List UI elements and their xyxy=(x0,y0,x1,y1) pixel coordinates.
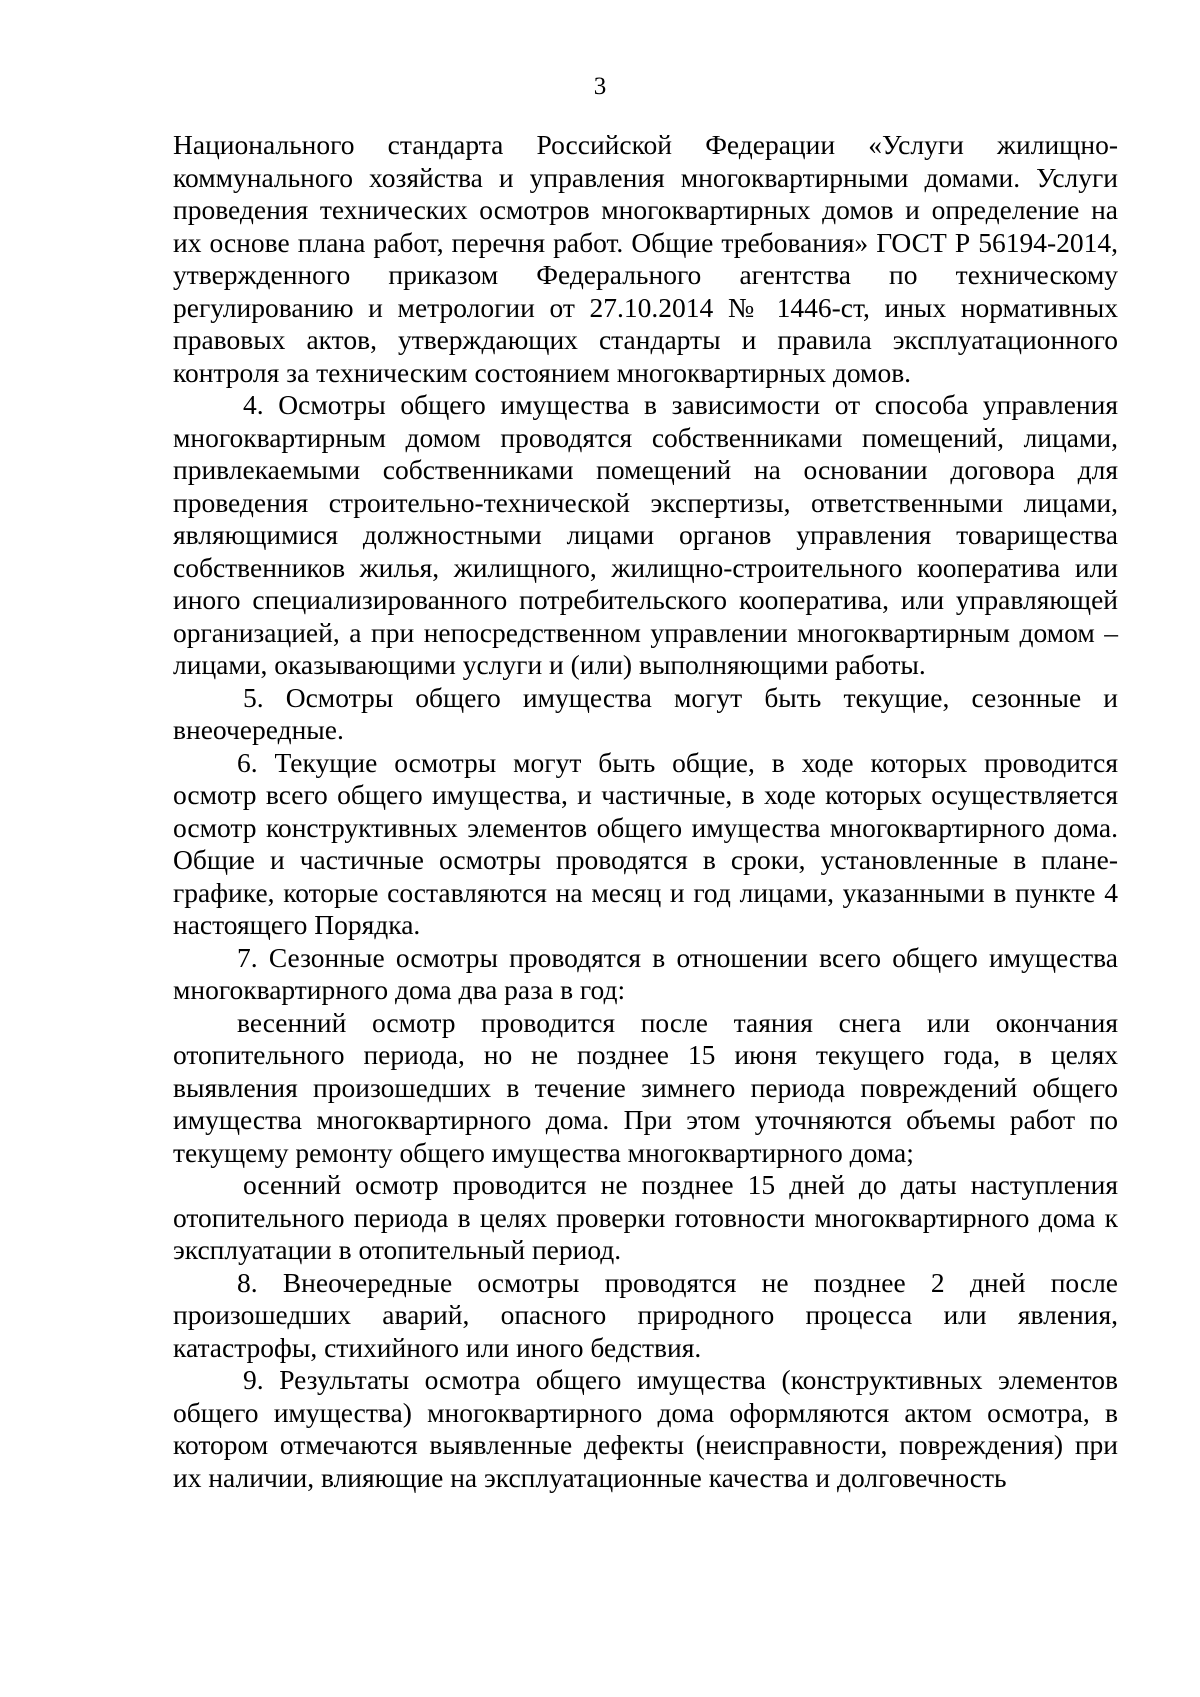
paragraph-spring-inspection: весенний осмотр проводится после таяния снега или окончания отопительного периода, но не позднее 15 июня текущего года, в целях выявления произошедших в течение зимнего периода повреждений общего имущества многоквартирного дома. При этом уточняются объемы работ по текущему ремонту общего имущества многоквартирного дома; xyxy=(173,1006,1118,1168)
paragraph-item-6: 6. Текущие осмотры могут быть общие, в ходе которых проводится осмотр всего общего имущества, и частичные, в ходе которых осуществляется осмотр конструктивных элементов общего имущества многоквартирного дома. Общие и частичные осмотры проводятся в сроки, установленные в плане-графике, которые составляются на месяц и год лицами, указанными в пункте 4 настоящего Порядка. xyxy=(173,746,1118,940)
paragraph-continuation: Национального стандарта Российской Федерации «Услуги жилищно-коммунального хозяйства и управления многоквартирными домами. Услуги проведения технических осмотров многоквартирных домов и определение на их основе плана работ, перечня работ. Общие требования» ГОСТ Р 56194-2014, утвержденного приказом Федерального агентства по техническому регулированию и метрологии от 27.10.2014 № 1446-ст, иных нормативных правовых актов, утверждающих стандарты и правила эксплуатационного контроля за техническим состоянием многоквартирных домов. xyxy=(173,129,1118,388)
document-body xyxy=(173,129,1118,1494)
paragraph-item-4: 4. Осмотры общего имущества в зависимости от способа управления многоквартирным домом проводятся собственниками помещений, лицами, привлекаемыми собственниками помещений на основании договора для проведения строительно-технической экспертизы, ответственными лицами, являющимися должностными лицами органов управления товарищества собственников жилья, жилищного, жилищно-строительного кооператива или иного специализированного потребительского кооператива, или управляющей организацией, а при непосредственном управлении многоквартирным домом – лицами, оказывающими услуги и (или) выполняющими работы. xyxy=(173,389,1118,680)
paragraph-autumn-inspection: осенний осмотр проводится не позднее 15 дней до даты наступления отопительного периода в целях проверки готовности многоквартирного дома к эксплуатации в отопительный период. xyxy=(173,1169,1118,1265)
paragraph-item-5: 5. Осмотры общего имущества могут быть текущие, сезонные и внеочередные. xyxy=(173,681,1118,745)
paragraph-item-7: 7. Сезонные осмотры проводятся в отношении всего общего имущества многоквартирного дома два раза в год: xyxy=(173,941,1118,1005)
paragraph-item-9: 9. Результаты осмотра общего имущества (конструктивных элементов общего имущества) многоквартирного дома оформляются актом осмотра, в котором отмечаются выявленные дефекты (неисправности, повреждения) при их наличии, влияющие на эксплуатационные качества и долговечность xyxy=(173,1364,1118,1493)
paragraph-item-8: 8. Внеочередные осмотры проводятся не позднее 2 дней после произошедших аварий, опасного природного процесса или явления, катастрофы, стихийного или иного бедствия. xyxy=(173,1266,1118,1363)
page-number: 3 xyxy=(593,73,607,100)
